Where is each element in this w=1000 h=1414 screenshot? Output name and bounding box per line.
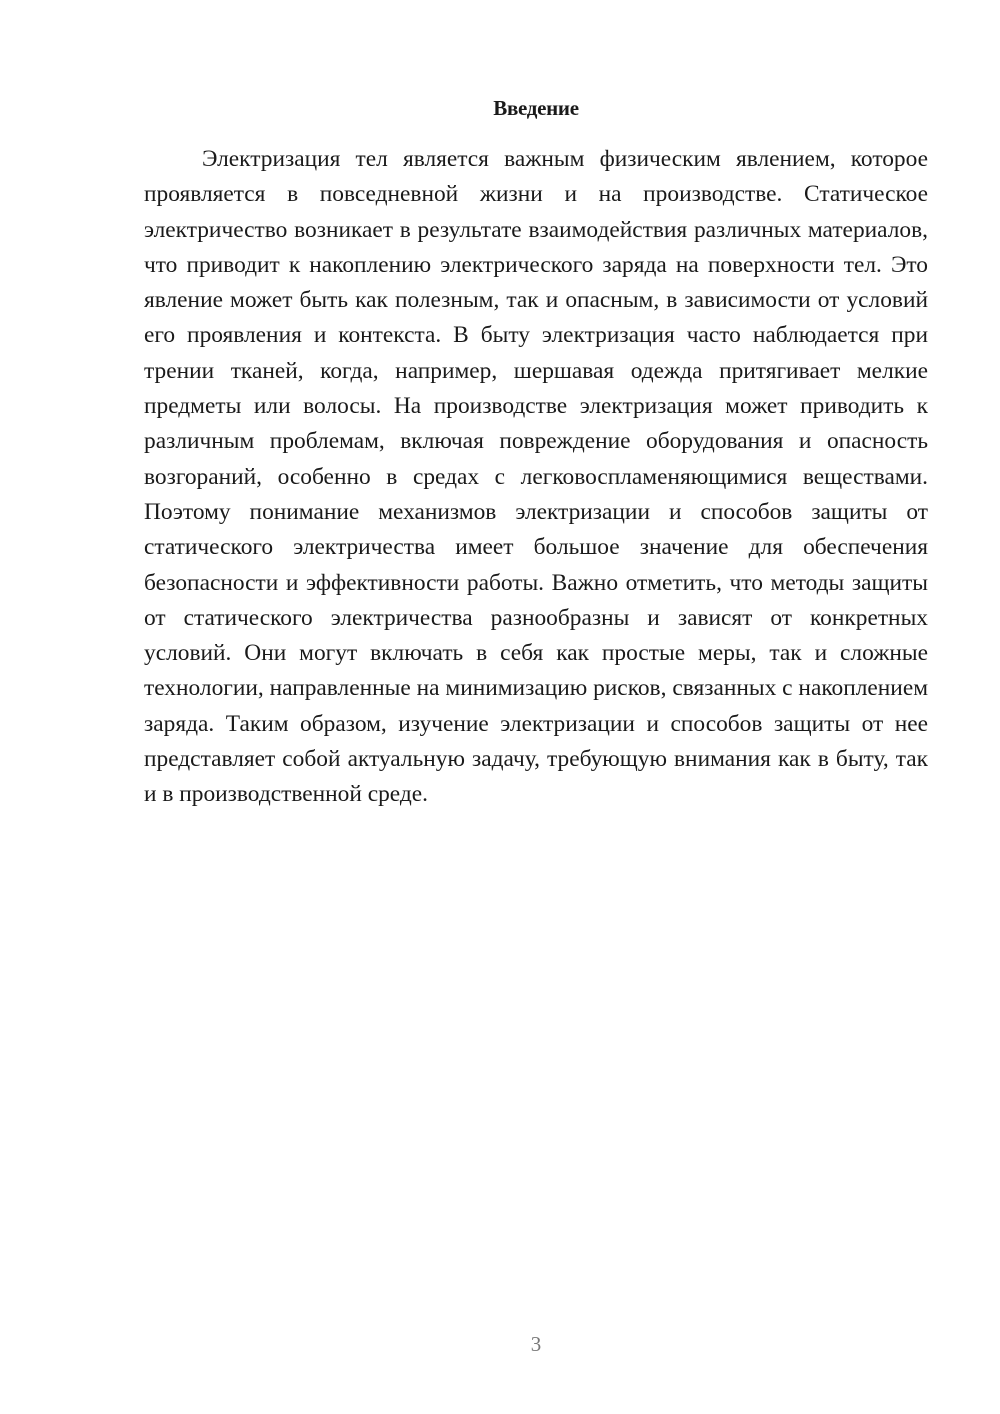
body-paragraph: Электризация тел является важным физическим явлением, которое проявляется в повседневной жизни и на производстве. Статическое электричество возникает в результате взаимодействия различных материалов, что приводит к накоплению электрического заряда на поверхности тел. Это явление может быть как полезным, так и опасным, в зависимости от условий его проявления и контекста. В быту электризация часто наблюдается при трении тканей, когда, например, шершавая одежда притягивает мелкие предметы или волосы. На производстве электризация может приводить к различным проблемам, включая повреждение оборудования и опасность возгораний, особенно в средах с легковоспламеняющимися веществами. Поэтому понимание механизмов электризации и способов защиты от статического электричества имеет большое значение для обеспечения безопасности и эффективности работы. Важно отметить, что методы защиты от статического электричества разнообразны и зависят от конкретных условий. Они могут включать в себя как простые меры, так и сложные технологии, направленные на минимизацию рисков, связанных с накоплением заряда. Таким образом, изучение электризации и способов защиты от нее представляет собой актуальную задачу, требующую внимания как в быту, так и в производственной среде. [144, 146, 928, 808]
page-number: 3 [530, 1332, 542, 1356]
section-heading: Введение [493, 96, 579, 120]
